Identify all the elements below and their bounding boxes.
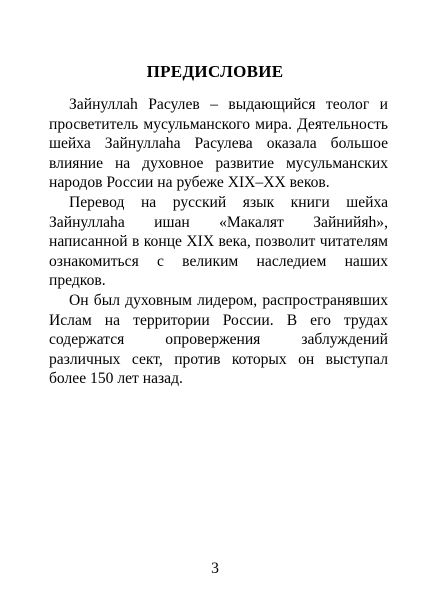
page-number: 3 bbox=[211, 560, 219, 577]
preface-body bbox=[49, 95, 388, 389]
page-title: ПРЕДИСЛОВИЕ bbox=[146, 62, 284, 81]
paragraph-translation: Перевод на русский язык книги шейха Зайнуллаhа ишан «Макалят Зайнийяh», написанной в конце XIX века, позволит читателям ознакомиться с великим наследием наших предков. bbox=[49, 193, 388, 290]
paragraph-intro: Зайнуллаh Расулев – выдающийся теолог и просветитель мусульманского мира. Деятельность шейха Зайнуллаhа Расулева оказала большое влияние на духовное развитие мусульманских народов России на рубеже XIX–XX веков. bbox=[49, 96, 388, 192]
paragraph-legacy: Он был духовным лидером, распространявших Ислам на территории России. В его трудах содержатся опровержения заблуждений различных сект, против которых он выступал более 150 лет назад. bbox=[49, 291, 388, 388]
